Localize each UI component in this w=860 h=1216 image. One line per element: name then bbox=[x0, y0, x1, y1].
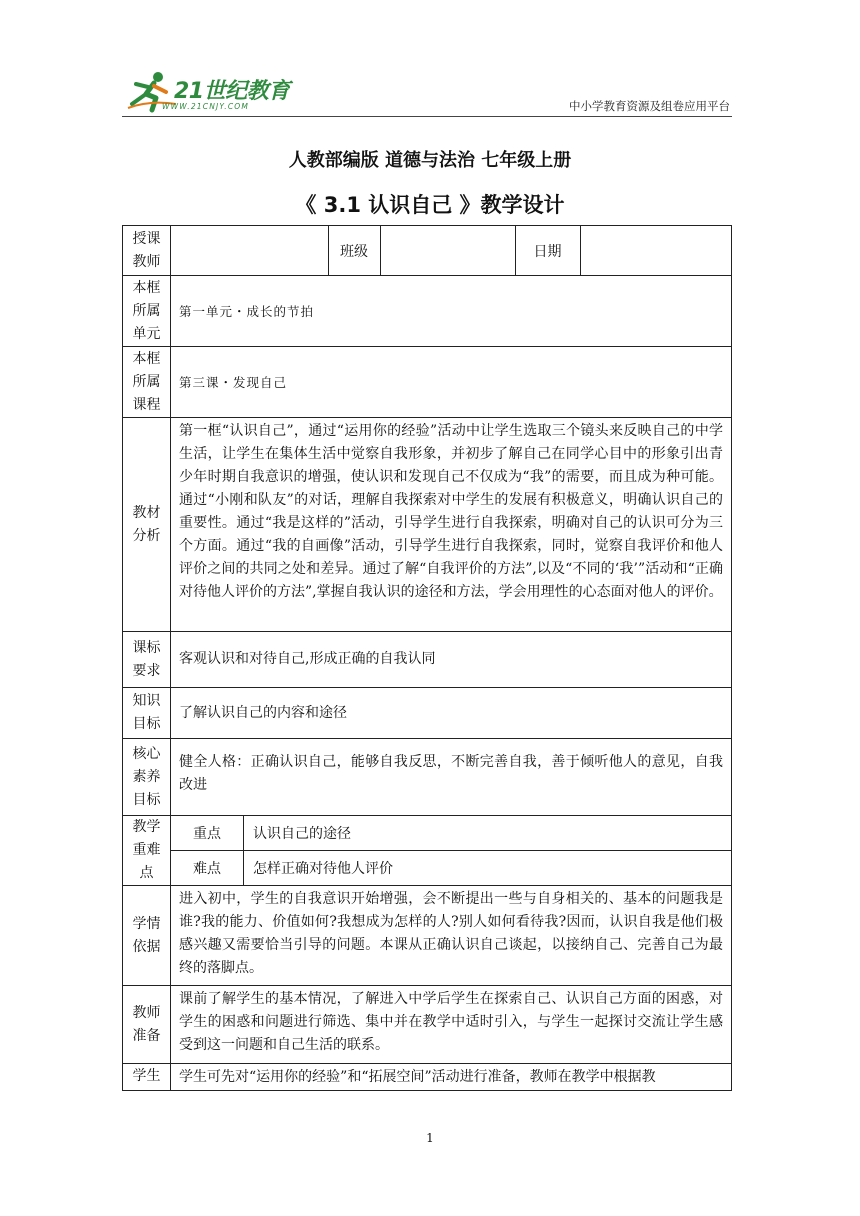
platform-tagline: 中小学教育资源及组卷应用平台 bbox=[569, 99, 730, 113]
standard-label: 课标要求 bbox=[123, 632, 171, 687]
table-row-teacher bbox=[122, 225, 732, 275]
page-header bbox=[122, 68, 732, 118]
teacher-value-cell bbox=[171, 226, 329, 275]
learner-label: 学情依据 bbox=[123, 886, 171, 985]
table-bottom-rule bbox=[122, 1090, 732, 1091]
table-row-analysis bbox=[122, 417, 732, 631]
student-label: 学生 bbox=[123, 1064, 171, 1090]
table-row-standard bbox=[122, 631, 732, 687]
core-value: 健全人格：正确认识自己，能够自我反思，不断完善自我，善于倾听他人的意见，自我改进 bbox=[179, 754, 723, 793]
key-value: 认识自己的途径 bbox=[243, 816, 731, 851]
difficulty-value: 怎样正确对待他人评价 bbox=[253, 861, 393, 877]
key-label: 重点 bbox=[171, 816, 244, 851]
core-label: 核心素养目标 bbox=[123, 739, 171, 815]
lesson-plan-table bbox=[122, 225, 732, 1090]
table-row-lesson bbox=[122, 346, 732, 417]
logo-wordmark: 21世纪教育 bbox=[174, 79, 290, 104]
knowledge-value: 了解认识自己的内容和途径 bbox=[179, 704, 347, 721]
knowledge-label: 知识目标 bbox=[123, 688, 171, 738]
site-logo bbox=[122, 68, 297, 116]
difficulty-label: 难点 bbox=[171, 850, 244, 886]
table-row-unit bbox=[122, 275, 732, 346]
class-label: 班级 bbox=[328, 226, 381, 275]
unit-label: 本框所属单元 bbox=[123, 276, 171, 346]
date-label: 日期 bbox=[515, 226, 581, 275]
table-row-focus bbox=[122, 815, 732, 885]
header-divider bbox=[122, 116, 732, 117]
focus-label: 教学重难点 bbox=[123, 816, 171, 885]
student-value: 学生可先对“运用你的经验”和“拓展空间”活动进行准备，教师在教学中根据教 bbox=[179, 1069, 656, 1085]
standard-value: 客观认识和对待自己,形成正确的自我认同 bbox=[179, 651, 436, 667]
class-value-cell bbox=[380, 226, 516, 275]
table-row-learner bbox=[122, 885, 732, 985]
unit-value: 第一单元・成长的节拍 bbox=[179, 303, 315, 319]
teacher-label: 授课教师 bbox=[123, 226, 171, 275]
date-value-cell bbox=[580, 226, 733, 275]
document-subtitle: 人教部编版 道德与法治 七年级上册 bbox=[288, 150, 572, 171]
lesson-label: 本框所属课程 bbox=[123, 347, 171, 417]
table-row-student bbox=[122, 1063, 732, 1090]
analysis-label: 教材分析 bbox=[123, 418, 171, 631]
lesson-value: 第三课・发现自己 bbox=[179, 374, 288, 390]
analysis-value: 第一框“认识自己”，通过“运用你的经验”活动中让学生选取三个镜头来反映自己的中学生活，让学生在集体生活中觉察自我形象，并初步了解自己在同学心目中的形象引出青少年时期自我意识的增强，使认识和发现自己不仅成为“我”的需要，而且成为种可能。通过“小刚和队友”的对话，理解自我探索对中学生的发展有积极意义，明确认识自己的重要性。通过“我是这样的”活动，引导学生进行自我探索，明确对自己的认识可分为三个方面。通过“我的自画像”活动，引导学生进行自我探索，同时，觉察自我评价和他人评价之间的共同之处和差异。通过了解“自我评价的方法”,以及“不同的‘我’”活动和“正确对待他人评价的方法”,掌握自我认识的途径和方法，学会用理性的心态面对他人的评价。 bbox=[179, 423, 723, 600]
page-number: 1 bbox=[426, 1131, 434, 1145]
document-title: 《 3.1 认识自己 》教学设计 bbox=[295, 193, 565, 217]
prep-label: 教师准备 bbox=[123, 986, 171, 1063]
table-row-core bbox=[122, 738, 732, 815]
learner-value: 进入初中，学生的自我意识开始增强，会不断提出一些与自身相关的、基本的问题我是谁?我的能力、价值如何?我想成为怎样的人?别人如何看待我?因而，认识自我是他们极感兴趣又需要恰当引导的问题。本课从正确认识自己谈起，以接纳自己、完善自己为最终的落脚点。 bbox=[179, 891, 723, 976]
table-row-prep bbox=[122, 985, 732, 1063]
logo-url: WWW.21CNJY.COM bbox=[162, 102, 250, 111]
table-row-knowledge bbox=[122, 687, 732, 738]
prep-value: 课前了解学生的基本情况，了解进入中学后学生在探索自己、认识自己方面的困惑，对学生的困惑和问题进行筛选、集中并在教学中适时引入，与学生一起探讨交流让学生感受到这一问题和自己生活的联系。 bbox=[179, 991, 723, 1053]
